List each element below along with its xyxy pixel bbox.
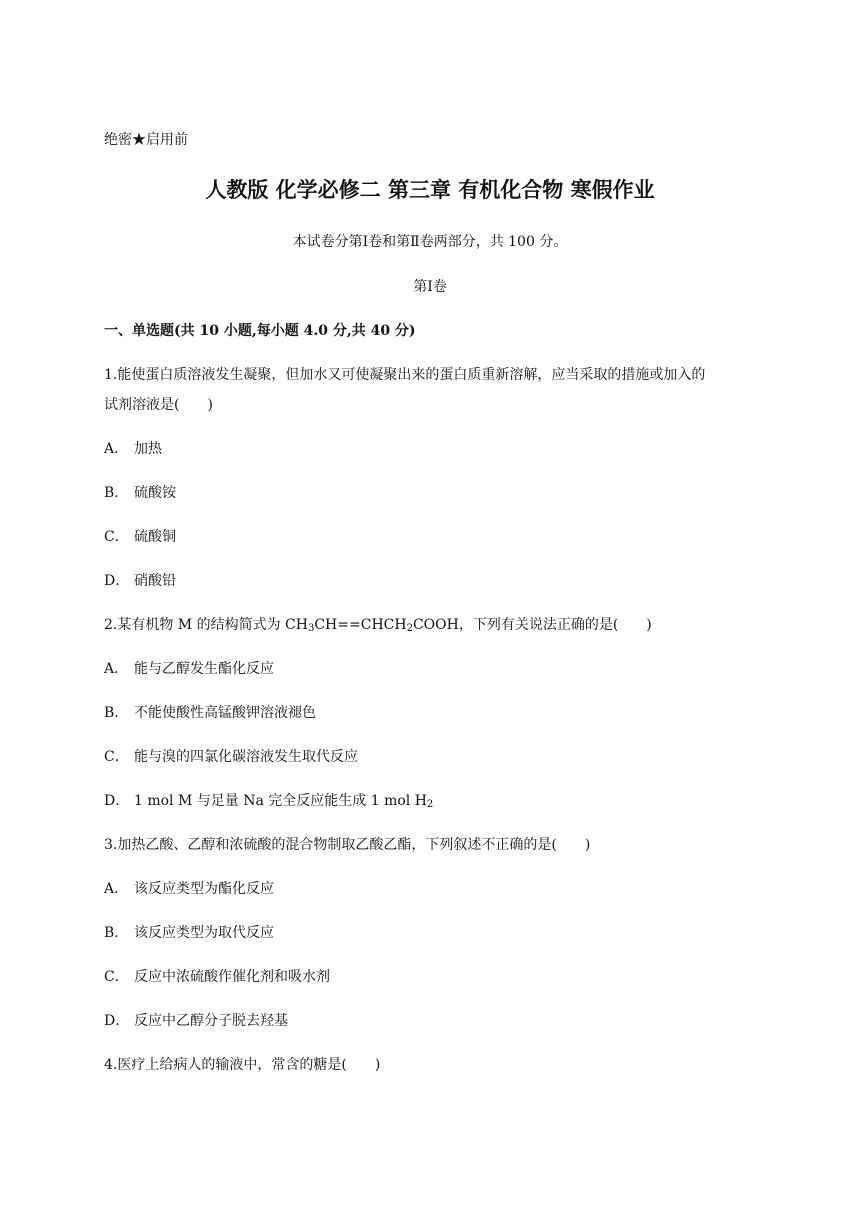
option-letter: A．	[104, 441, 129, 457]
question-4-stem: 4.医疗上给病人的输液中，常含的糖是( )	[104, 1057, 381, 1073]
option-text: 硫酸铜	[134, 529, 176, 545]
question-3-stem: 3.加热乙酸、乙醇和浓硫酸的混合物制取乙酸乙酯，下列叙述不正确的是( )	[104, 837, 591, 853]
option-text: 该反应类型为酯化反应	[134, 881, 274, 897]
question-3-option-a	[104, 880, 274, 898]
question-1-option-c	[104, 528, 176, 546]
question-2-option-c	[104, 748, 358, 766]
stem-part: CH==CHCH	[314, 617, 407, 633]
question-1-option-d	[104, 572, 176, 590]
option-letter: C．	[104, 749, 129, 765]
section-title: 一、单选题(共 10 小题,每小题 4.0 分,共 40 分)	[104, 323, 416, 339]
option-text: 不能使酸性高锰酸钾溶液褪色	[134, 705, 316, 721]
question-1-stem-line2: 试剂溶液是( )	[104, 397, 213, 413]
question-2-option-b	[104, 704, 316, 722]
option-letter: D．	[104, 793, 130, 809]
option-text: 1 mol M 与足量 Na 完全反应能生成 1 mol H	[134, 793, 427, 809]
question-2-option-d	[104, 792, 433, 814]
subscript: 2	[426, 799, 434, 810]
option-letter: B．	[104, 925, 129, 941]
question-3-option-d	[104, 1012, 288, 1030]
option-text: 反应中浓硫酸作催化剂和吸水剂	[134, 969, 330, 985]
stem-part: 2.某有机物 M 的结构简式为 CH	[104, 617, 308, 633]
option-letter: B．	[104, 705, 129, 721]
option-text: 硫酸铵	[134, 485, 176, 501]
part-title: 第Ⅰ卷	[413, 279, 447, 295]
option-letter: A．	[104, 881, 129, 897]
option-text: 硝酸铅	[134, 573, 176, 589]
option-text: 加热	[134, 441, 162, 457]
option-text: 反应中乙醇分子脱去羟基	[134, 1013, 288, 1029]
document-title: 人教版 化学必修二 第三章 有机化合物 寒假作业	[205, 178, 655, 202]
option-text: 该反应类型为取代反应	[134, 925, 274, 941]
question-2-option-a	[104, 660, 274, 678]
document-subtitle: 本试卷分第Ⅰ卷和第Ⅱ卷两部分，共 100 分。	[292, 234, 568, 250]
option-letter: D．	[104, 1013, 130, 1029]
question-3-option-c	[104, 968, 330, 986]
question-2-stem	[104, 616, 764, 638]
question-1-stem-line1: 1.能使蛋白质溶液发生凝聚，但加水又可使凝聚出来的蛋白质重新溶解，应当采取的措施或加入的	[104, 367, 706, 383]
option-letter: C．	[104, 529, 129, 545]
subscript: 2	[406, 623, 413, 634]
option-letter: D．	[104, 573, 130, 589]
stem-part: COOH，下列有关说法正确的是( )	[412, 617, 652, 633]
confidential-note: 绝密★启用前	[104, 132, 188, 148]
option-letter: C．	[104, 969, 129, 985]
option-letter: A．	[104, 661, 129, 677]
question-1-option-a	[104, 440, 162, 458]
question-3-option-b	[104, 924, 274, 942]
option-letter: B．	[104, 485, 129, 501]
subscript: 3	[307, 623, 315, 634]
option-text: 能与溴的四氯化碳溶液发生取代反应	[134, 749, 358, 765]
option-text: 能与乙醇发生酯化反应	[134, 661, 274, 677]
question-1-option-b	[104, 484, 176, 502]
